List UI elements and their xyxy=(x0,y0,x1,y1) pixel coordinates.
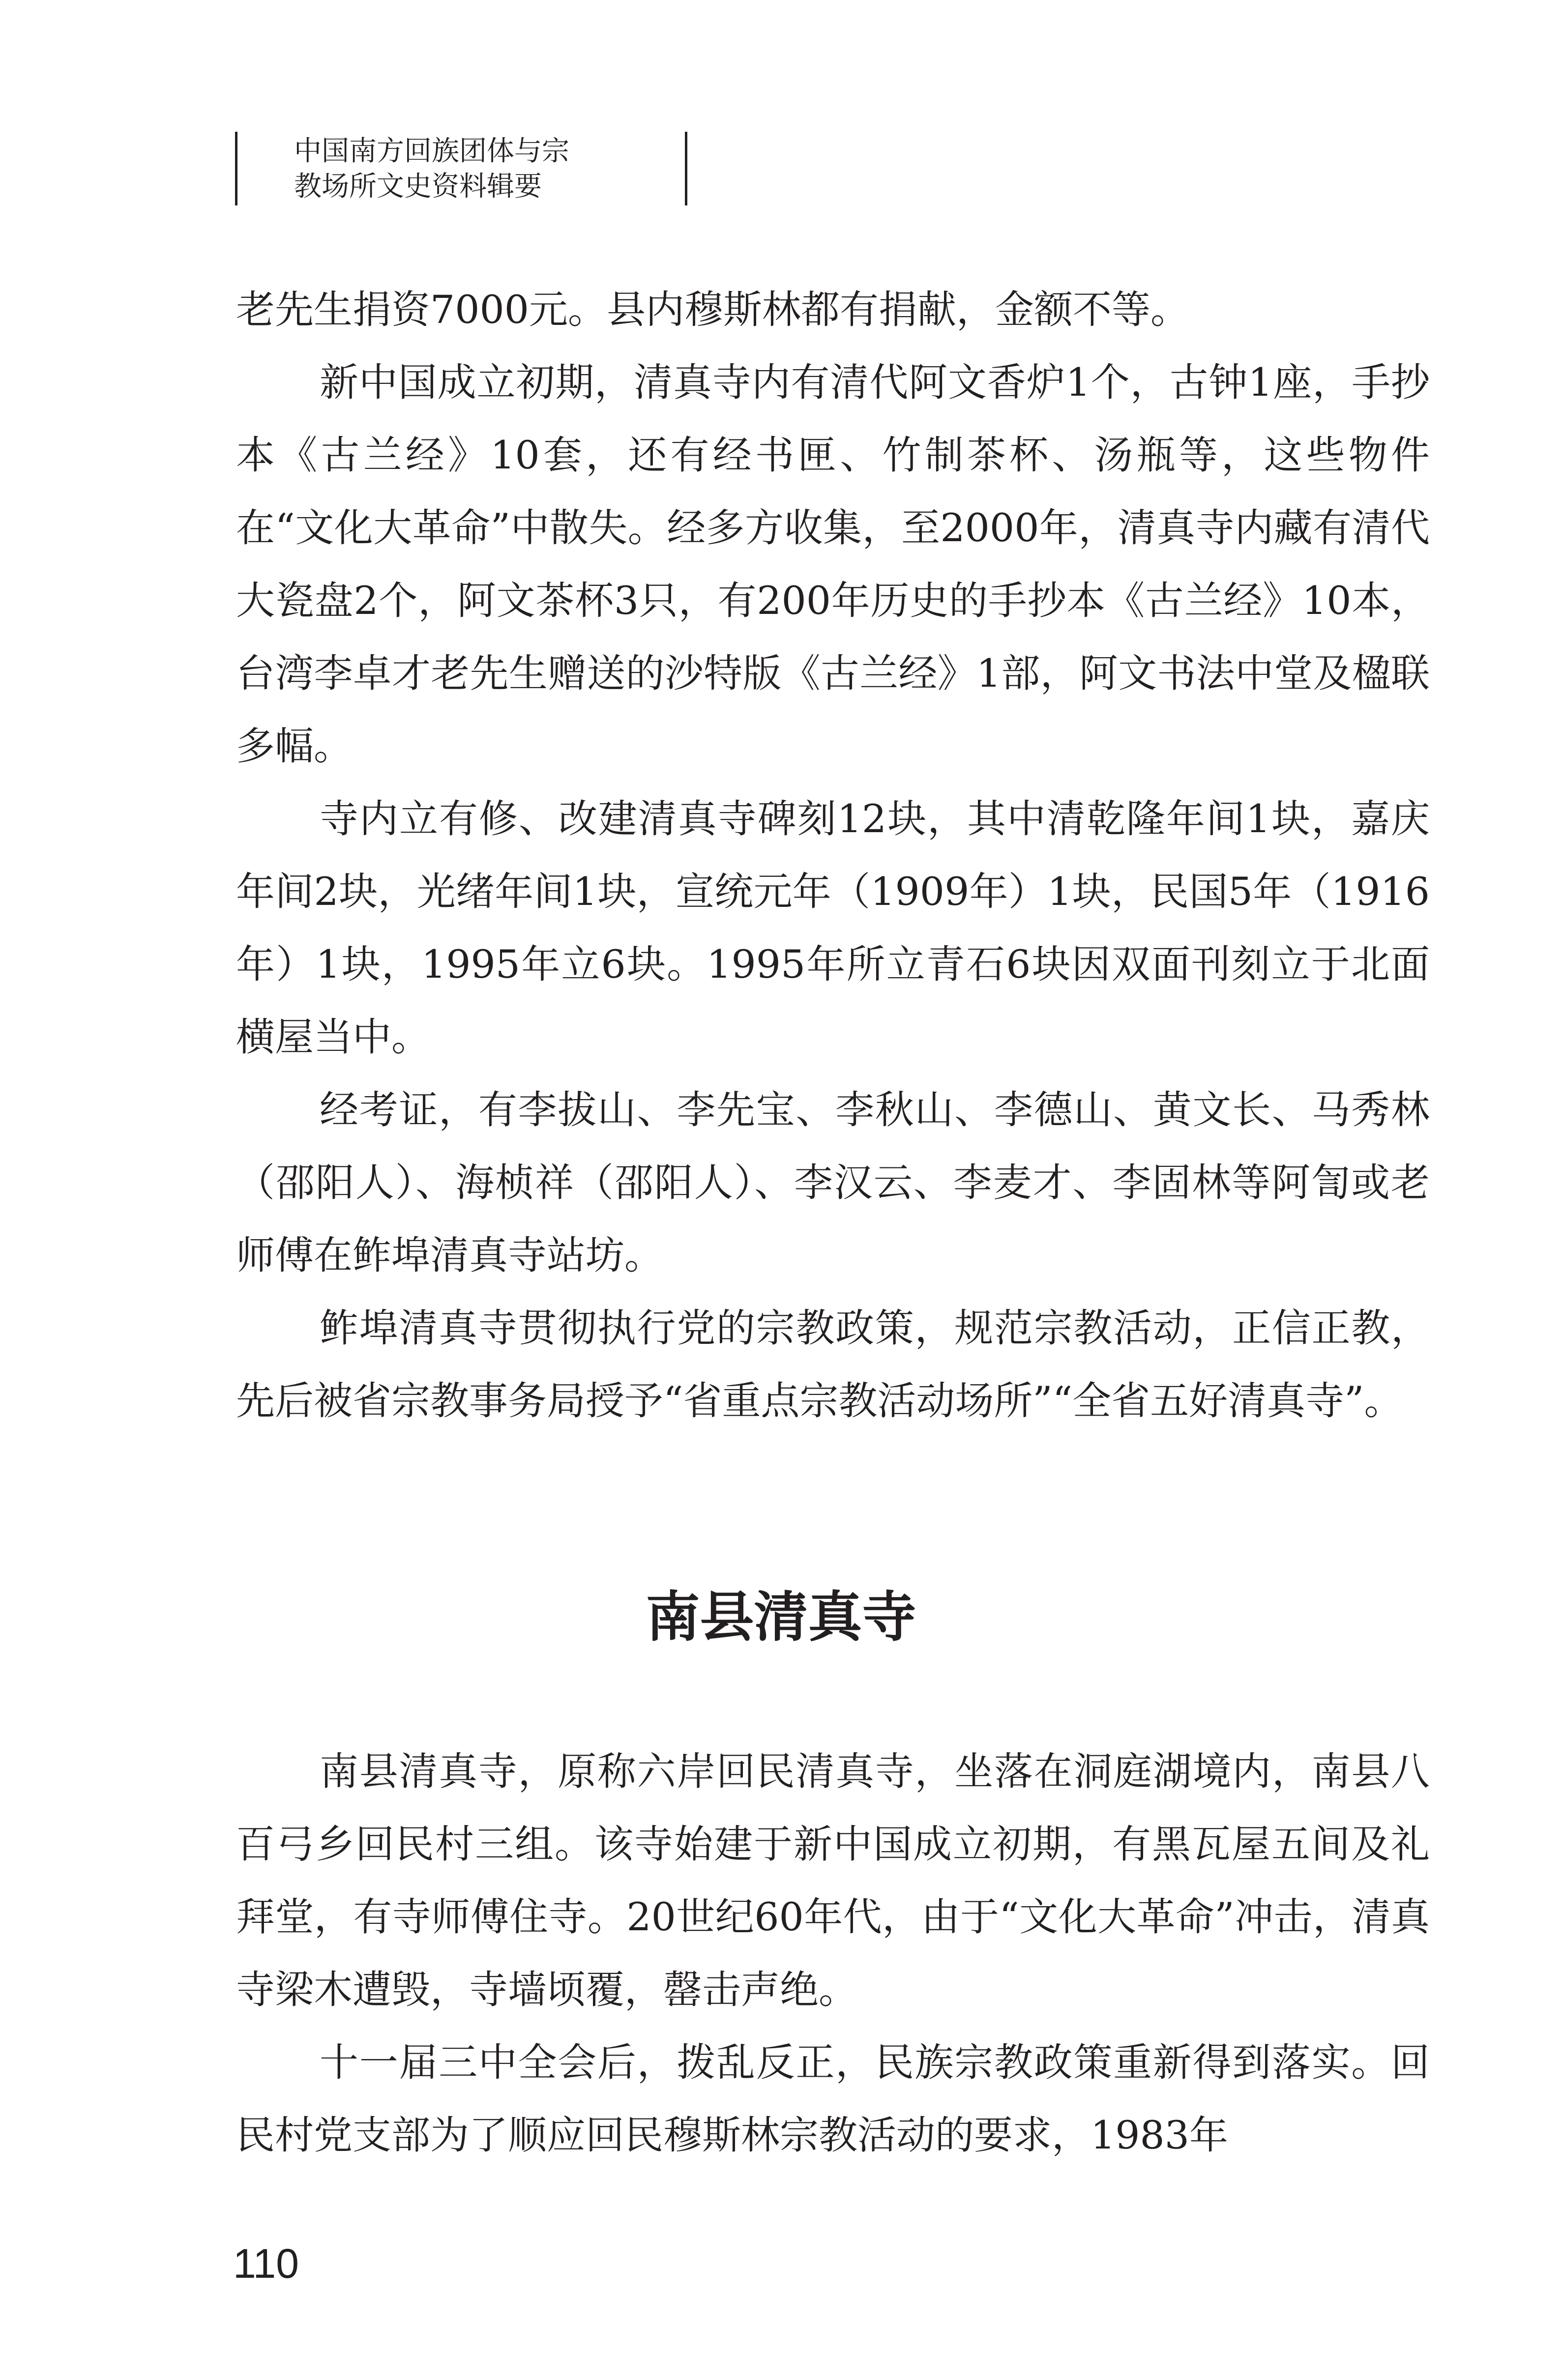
paragraph: 新中国成立初期，清真寺内有清代阿文香炉1个，古钟1座，手抄本《古兰经》10套，还有经书匣、竹制茶杯、汤瓶等，这些物件在“文化大革命”中散失。经多方收集，至2000年，清真寺内藏有清代大瓷盘2个，阿文茶杯3只，有200年历史的手抄本《古兰经》10本，台湾李卓才老先生赠送的沙特版《古兰经》1部，阿文书法中堂及楹联多幅。 xyxy=(236,360,1430,769)
paragraph: 十一届三中全会后，拨乱反正，民族宗教政策重新得到落实。回民村党支部为了顺应回民穆斯林宗教活动的要求，1983年 xyxy=(236,2040,1430,2158)
paragraph: 老先生捐资7000元。县内穆斯林都有捐献，金额不等。 xyxy=(236,287,1190,332)
section-heading: 南县清真寺 xyxy=(646,1586,916,1649)
header-title-line-1: 中国南方回族团体与宗 xyxy=(294,135,569,167)
paragraph: 经考证，有李拔山、李先宝、李秋山、李德山、黄文长、马秀林（邵阳人）、海桢祥（邵阳人）、李汉云、李麦才、李固林等阿訇或老师傅在鲊埠清真寺站坊。 xyxy=(236,1087,1430,1278)
paragraph: 南县清真寺，原称六岸回民清真寺，坐落在洞庭湖境内，南县八百弓乡回民村三组。该寺始建于新中国成立初期，有黑瓦屋五间及礼拜堂，有寺师傅住寺。20世纪60年代，由于“文化大革命”冲击，清真寺梁木遭毁，寺墙顷覆，罄击声绝。 xyxy=(236,1749,1430,2012)
header-right-rule xyxy=(685,132,687,205)
section-one-body xyxy=(236,273,1430,1437)
paragraph: 寺内立有修、改建清真寺碑刻12块，其中清乾隆年间1块，嘉庆年间2块，光绪年间1块，宣统元年（1909年）1块，民国5年（1916年）1块，1995年立6块。1995年所立青石6块因双面刊刻立于北面横屋当中。 xyxy=(236,796,1430,1060)
paragraph: 鲊埠清真寺贯彻执行党的宗教政策，规范宗教活动，正信正教，先后被省宗教事务局授予“省重点宗教活动场所”“全省五好清真寺”。 xyxy=(236,1306,1430,1423)
page-number: 110 xyxy=(233,2240,299,2287)
header-title xyxy=(294,134,668,204)
header-left-rule xyxy=(235,132,237,205)
section-two-body xyxy=(236,1735,1430,2172)
running-header xyxy=(235,132,687,205)
header-title-line-2: 教场所文史资料辑要 xyxy=(294,171,542,203)
